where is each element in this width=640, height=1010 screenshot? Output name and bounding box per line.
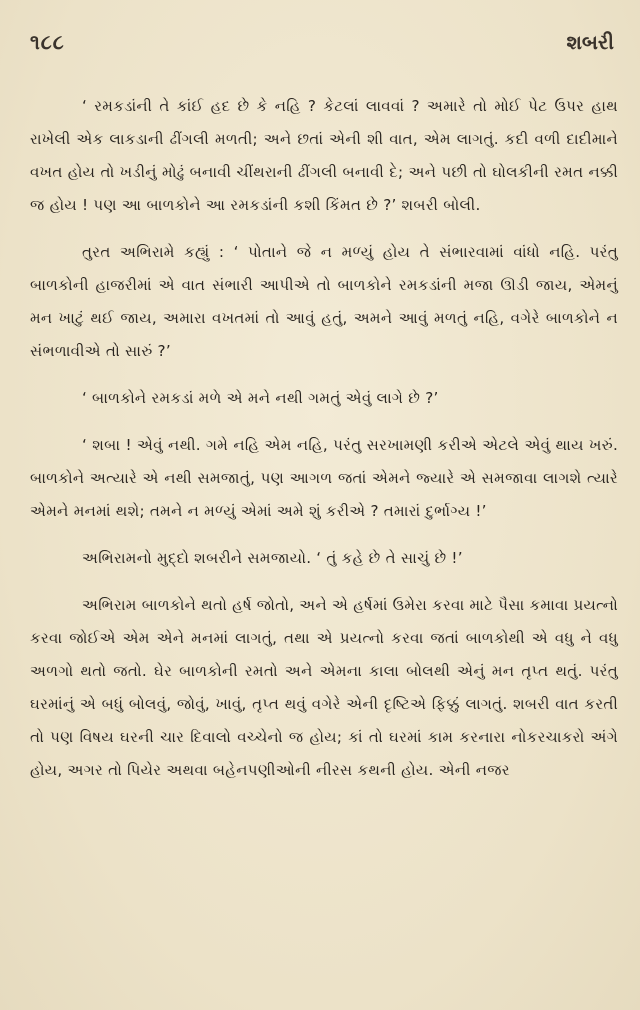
- paragraph: અભિરામ બાળકોને થતો હર્ષ જોતો, અને એ હર્ષમાં ઉમેરા કરવા માટે પૈસા કમાવા પ્રયત્નો કરવા જોઈએ એમ એને મનમાં લાગતું, તથા એ પ્રયત્નો કરવા જતાં બાળકોથી એ વધુ ને વધુ અળગો થતો જતો. ઘેર બાળકોની રમતો અને એમના કાલા બોલથી એનું મન તૃપ્ત થતું. પરંતુ ઘરમાંનું એ બધું બોલવું, જોવું, ખાવું, તૃપ્ત થવું વગેરે એની દૃષ્ટિએ ફિક્કું લાગતું. શબરી વાત કરતી તો પણ વિષય ઘરની ચાર દિવાલો વચ્ચેનો જ હોય; કાં તો ઘરમાં કામ કરનારા નોકરચાકરો અંગે હોય, અગર તો પિયેર અથવા બહેનપણીઓની નીરસ કથની હોય. એની નજર: [30, 596, 619, 779]
- paragraph: તુરત અભિરામે કહ્યું : ‘ પોતાને જે ન મળ્યું હોય તે સંભારવામાં વાંધો નહિ. પરંતુ બાળકોની હાજરીમાં એ વાત સંભારી આપીએ તો બાળકોને રમકડાંની મજા ઊડી જાય, એમનું મન ખાટું થઈ જાય, અમારા વખતમાં તો આવું હતું, અમને આવું મળતું નહિ, વગેરે બાળકોને ન સંભળાવીએ તો સારું ?’: [30, 243, 618, 360]
- paragraph: ‘ રમકડાંની તે કાંઈ હદ છે કે નહિ ? કેટલાં લાવવાં ? અમારે તો મોઈ પેટ ઉપર હાથ રાખેલી એક લાકડાની ઢીંગલી મળતી; અને છતાં એની શી વાત, એમ લાગતું. કદી વળી દાદીમાને વખત હોય તો ખડીનું મોઢું બનાવી ચીંથરાની ઢીંગલી બનાવી દે; અને પછી તો ઘોલકીની રમત નક્કી જ હોય ! પણ આ બાળકોને આ રમકડાંની કશી કિંમત છે ?’ શબરી બોલી.: [30, 97, 618, 214]
- paragraph: અભિરામનો મુદ્દો શબરીને સમજાયો. ‘ તું કહે છે તે સાચું છે !’: [82, 549, 463, 567]
- paragraph: ‘ બાળકોને રમકડાં મળે એ મને નથી ગમતું એવું લાગે છે ?’: [82, 389, 439, 407]
- body-text: [30, 90, 618, 787]
- page-header: [30, 30, 618, 82]
- running-title: શબરી: [566, 30, 614, 54]
- page-number: ૧૮૮: [30, 30, 65, 54]
- paragraph: ‘ શબા ! એવું નથી. ગમે નહિ એમ નહિ, પરંતુ સરખામણી કરીએ એટલે એવું થાય ખરું. બાળકોને અત્યારે એ નથી સમજાતું, પણ આગળ જતાં એમને જ્યારે એ સમજાવા લાગશે ત્યારે એમને મનમાં થશે; તમને ન મળ્યું એમાં અમે શું કરીએ ? તમારાં દુર્ભાગ્ય !’: [30, 436, 618, 520]
